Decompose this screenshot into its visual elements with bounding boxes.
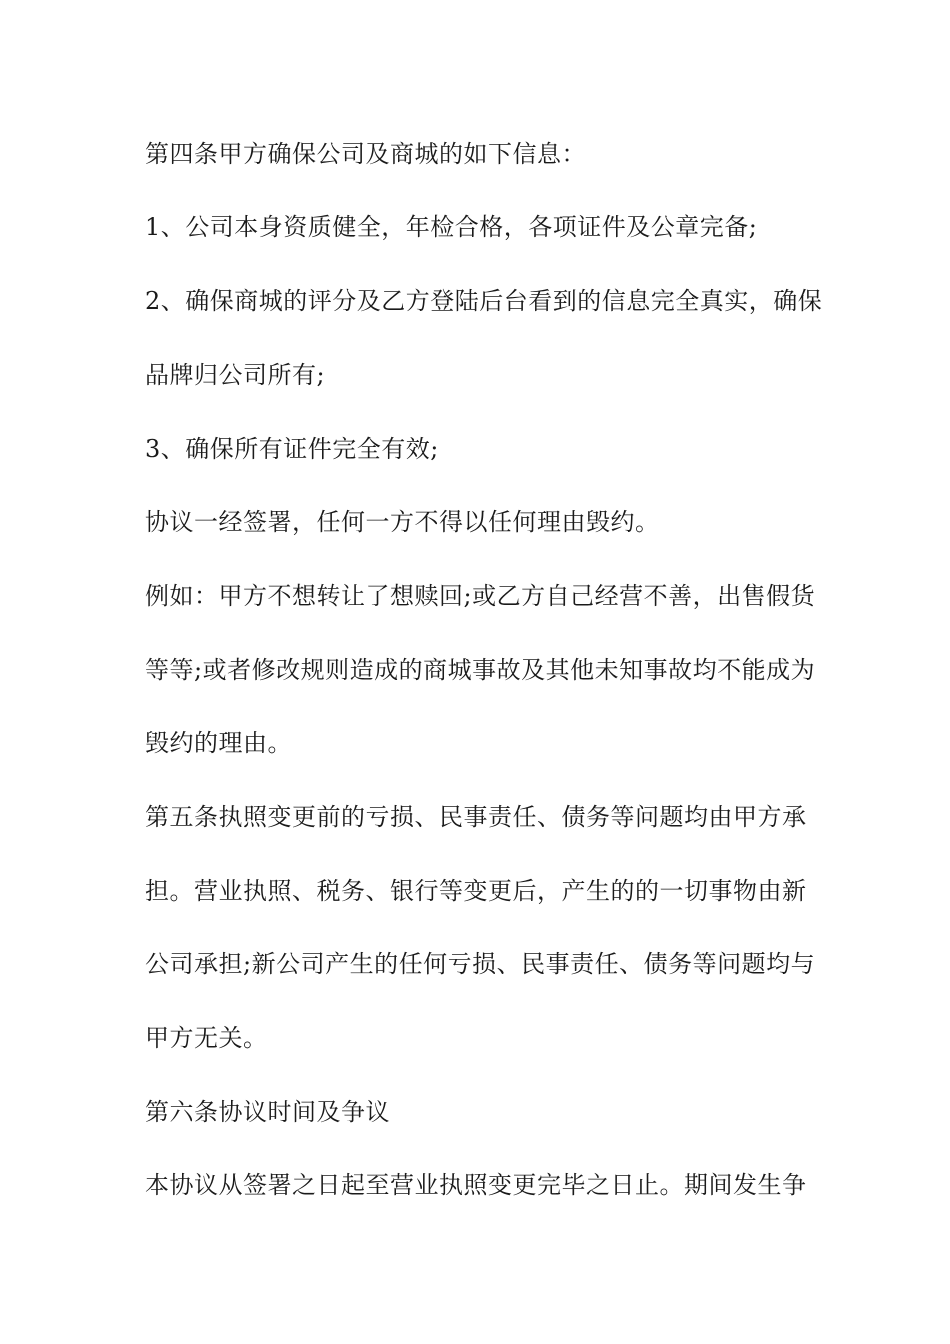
example-text-line-3: 毁约的理由。 — [145, 729, 292, 757]
article-6-text-line-1: 本协议从签署之日起至营业执照变更完毕之日止。期间发生争 — [145, 1171, 807, 1199]
no-breach-statement: 协议一经签署，任何一方不得以任何理由毁约。 — [145, 508, 660, 536]
article-5-text-line-3: 公司承担;新公司产生的任何亏损、民事责任、债务等问题均与 — [145, 950, 816, 978]
clause-1-text: 1、公司本身资质健全，年检合格，各项证件及公章完备; — [145, 213, 758, 241]
example-text-line-1: 例如：甲方不想转让了想赎回;或乙方自己经营不善，出售假货 — [145, 582, 816, 610]
article-5-text-line-1: 第五条执照变更前的亏损、民事责任、债务等问题均由甲方承 — [145, 803, 807, 831]
article-5-text-line-4: 甲方无关。 — [145, 1024, 268, 1052]
article-4-heading: 第四条甲方确保公司及商城的如下信息： — [145, 140, 586, 168]
clause-2-text-line-1: 2、确保商城的评分及乙方登陆后台看到的信息完全真实，确保 — [145, 287, 823, 315]
clause-2-text-line-2: 品牌归公司所有; — [145, 361, 326, 389]
example-text-line-2: 等等;或者修改规则造成的商城事故及其他未知事故均不能成为 — [145, 656, 816, 684]
clause-3-text: 3、确保所有证件完全有效; — [145, 435, 439, 463]
article-6-heading: 第六条协议时间及争议 — [145, 1098, 390, 1126]
article-5-text-line-2: 担。营业执照、税务、银行等变更后，产生的的一切事物由新 — [145, 877, 807, 905]
